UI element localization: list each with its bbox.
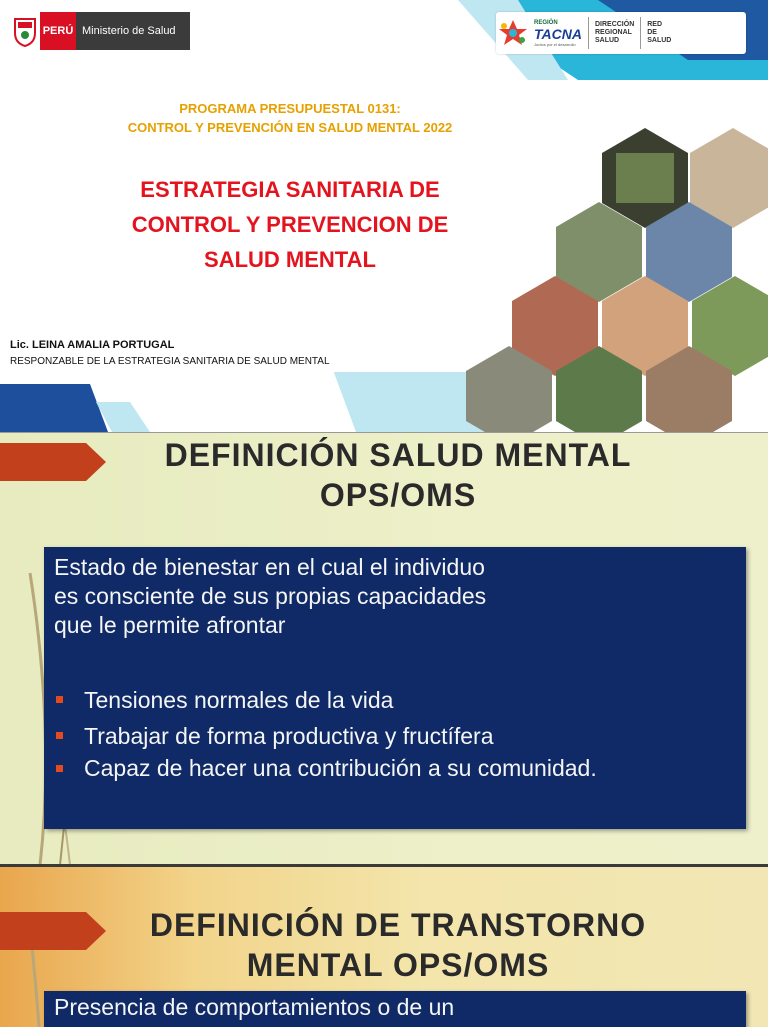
trastorno-box <box>44 991 746 1027</box>
bullet-item: Tensiones normales de la vida <box>56 682 746 718</box>
definition-bullets <box>44 682 746 783</box>
red-de-salud-label: RED DE SALUD <box>647 21 672 44</box>
trastorno-title: DEFINICIÓN DE TRANSTORNO MENTAL OPS/OMS <box>149 907 647 983</box>
slide-title: ESTRATEGIA SANITARIA DE CONTROL Y PREVENCION DE SALUD MENTAL <box>131 177 449 272</box>
ministerio-label: Ministerio de Salud <box>76 12 190 50</box>
ministerio-salud-logo <box>10 12 190 50</box>
tacna-label: TACNA <box>534 25 582 42</box>
title-slide <box>0 0 768 432</box>
title-arrow-icon <box>0 912 106 950</box>
trastorno-intro: Presencia de comportamientos o de un <box>54 994 455 1020</box>
bullet-item: Capaz de hacer una contribución a su comunidad. <box>56 754 746 783</box>
title-arrow-icon <box>0 443 106 481</box>
photo-collage <box>462 128 768 432</box>
region-label: REGIÓN <box>534 19 558 26</box>
definition-slide <box>0 432 768 865</box>
author-role: RESPONZABLE DE LA ESTRATEGIA SANITARIA DE SALUD MENTAL <box>10 356 330 367</box>
programa-heading: PROGRAMA PRESUPUESTAL 0131: CONTROL Y PREVENCIÓN EN SALUD MENTAL 2022 <box>127 101 453 135</box>
tacna-tagline: Juntos por el desarrollo <box>534 41 576 47</box>
diresa-tacna-logo <box>496 12 746 54</box>
direccion-regional-label: DIRECCIÓN REGIONAL SALUD <box>594 21 635 44</box>
definition-box <box>44 547 746 829</box>
trastorno-slide <box>0 864 768 1027</box>
coat-of-arms-icon <box>10 12 40 50</box>
definition-title: DEFINICIÓN SALUD MENTAL OPS/OMS <box>164 437 632 513</box>
author-name: Lic. LEINA AMALIA PORTUGAL <box>10 339 175 351</box>
tacna-star-icon <box>496 18 530 48</box>
bullet-item: Trabajar de forma productiva y fructífera <box>56 718 746 754</box>
definition-intro: Estado de bienestar en el cual el individuo es consciente de sus propias capacidades que le permite afrontar <box>54 554 487 638</box>
peru-label: PERÚ <box>40 12 76 50</box>
